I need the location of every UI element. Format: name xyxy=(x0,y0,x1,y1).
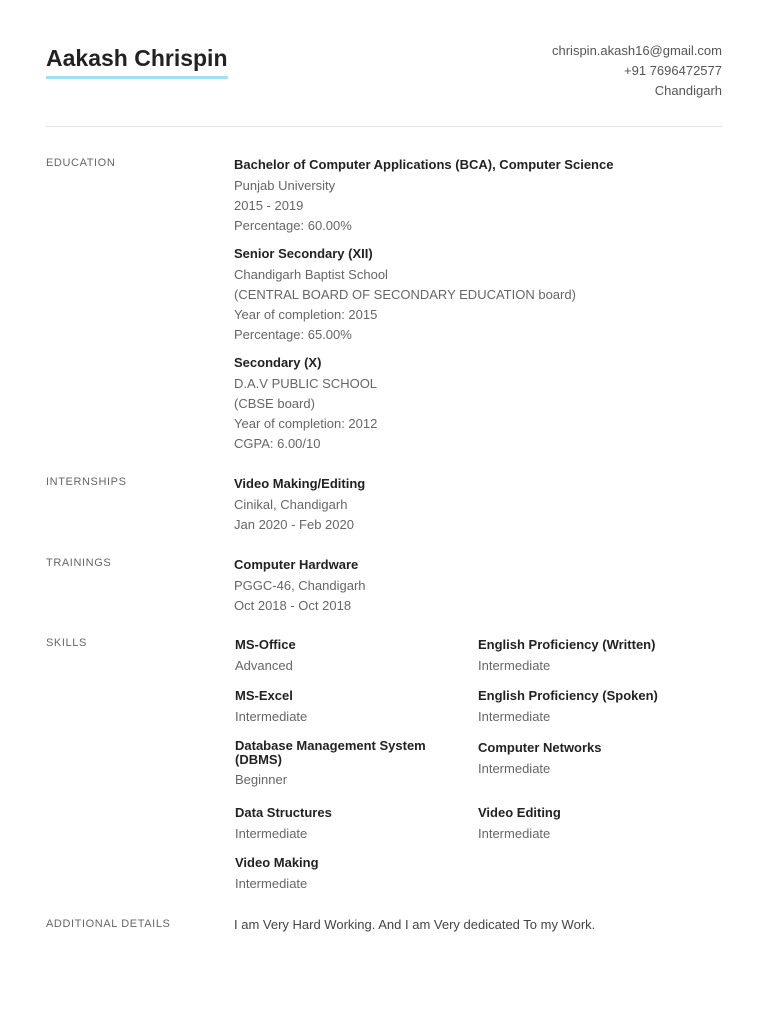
entry-line: Percentage: 60.00% xyxy=(234,218,352,233)
entry-title: Computer Hardware xyxy=(234,557,359,572)
skill-name: English Proficiency (Spoken) xyxy=(478,688,658,703)
entry-line: Chandigarh Baptist School xyxy=(234,267,388,282)
entry-title: Secondary (X) xyxy=(234,355,322,370)
internships-entries xyxy=(234,475,722,544)
education-entry xyxy=(234,354,722,454)
internships-label: INTERNSHIPS xyxy=(46,476,127,488)
contact-city: Chandigarh xyxy=(654,83,722,98)
entry-line: Punjab University xyxy=(234,178,336,193)
entry-line: (CBSE board) xyxy=(234,396,315,411)
skill-item xyxy=(235,687,445,727)
skill-item xyxy=(235,636,445,676)
skill-level: Intermediate xyxy=(478,761,551,776)
skill-name: English Proficiency (Written) xyxy=(478,637,656,652)
entry-title: Video Making/Editing xyxy=(234,476,366,491)
contact-phone: +91 7696472577 xyxy=(624,63,722,78)
skill-item xyxy=(478,636,688,676)
skill-name: Data Structures xyxy=(235,805,332,820)
skill-level: Intermediate xyxy=(235,826,308,841)
skill-level: Intermediate xyxy=(235,709,308,724)
education-entry xyxy=(234,156,722,236)
skill-level: Advanced xyxy=(235,658,293,673)
contact-block xyxy=(552,41,722,101)
entry-line: Jan 2020 - Feb 2020 xyxy=(234,517,354,532)
entry-line: D.A.V PUBLIC SCHOOL xyxy=(234,376,378,391)
entry-title: Senior Secondary (XII) xyxy=(234,246,373,261)
entry-line: Cinikal, Chandigarh xyxy=(234,497,348,512)
skills-label: SKILLS xyxy=(46,637,87,649)
skill-level: Intermediate xyxy=(478,709,551,724)
education-entries xyxy=(234,156,722,463)
skill-level: Intermediate xyxy=(478,826,551,841)
additional-text: I am Very Hard Working. And I am Very dedicated To my Work. xyxy=(234,917,596,932)
candidate-name: Aakash Chrispin xyxy=(46,44,228,79)
entry-line: CGPA: 6.00/10 xyxy=(234,436,321,451)
entry-line: Oct 2018 - Oct 2018 xyxy=(234,598,352,613)
skill-name: Database Management System (DBMS) xyxy=(235,738,426,767)
skill-name: MS-Excel xyxy=(235,688,293,703)
additional-label: ADDITIONAL DETAILS xyxy=(46,918,171,930)
entry-line: Percentage: 65.00% xyxy=(234,327,352,342)
entry-line: PGGC-46, Chandigarh xyxy=(234,578,366,593)
education-label: EDUCATION xyxy=(46,157,116,169)
entry-line: Year of completion: 2012 xyxy=(234,416,378,431)
training-entry xyxy=(234,556,722,616)
skill-level: Intermediate xyxy=(235,876,308,891)
skill-item xyxy=(478,739,688,779)
trainings-entries xyxy=(234,556,722,625)
entry-line: Year of completion: 2015 xyxy=(234,307,378,322)
trainings-label: TRAININGS xyxy=(46,557,112,569)
skill-item xyxy=(478,804,688,844)
skill-name: Computer Networks xyxy=(478,740,602,755)
contact-email[interactable]: chrispin.akash16@gmail.com xyxy=(552,43,722,58)
header-divider xyxy=(46,126,722,127)
entry-line: (CENTRAL BOARD OF SECONDARY EDUCATION board) xyxy=(234,287,576,302)
entry-line: 2015 - 2019 xyxy=(234,198,304,213)
skill-name: Video Making xyxy=(235,855,319,870)
skill-item xyxy=(478,687,688,727)
additional-body xyxy=(234,916,722,934)
internship-entry xyxy=(234,475,722,535)
skill-item xyxy=(235,804,445,844)
skill-level: Beginner xyxy=(235,772,288,787)
skill-name: Video Editing xyxy=(478,805,561,820)
skill-name: MS-Office xyxy=(235,637,296,652)
education-entry xyxy=(234,245,722,345)
skill-item xyxy=(235,739,445,790)
skill-item xyxy=(235,854,445,894)
entry-title: Bachelor of Computer Applications (BCA), Computer Science xyxy=(234,157,614,172)
skill-level: Intermediate xyxy=(478,658,551,673)
